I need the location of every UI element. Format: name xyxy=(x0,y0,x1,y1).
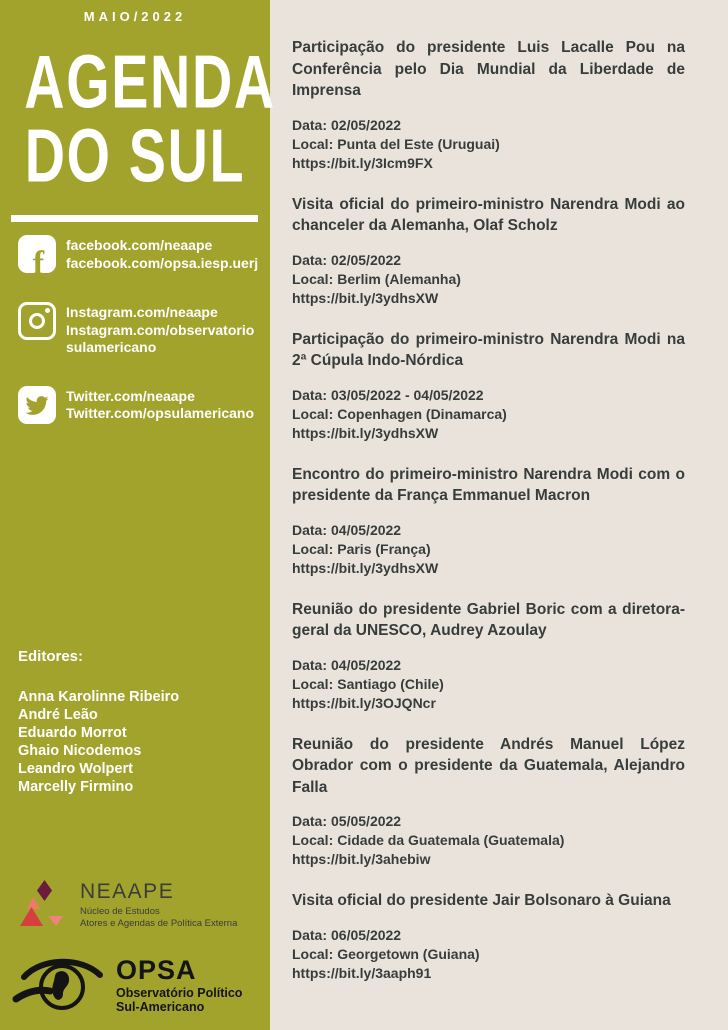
editors-section xyxy=(18,648,179,796)
editor-name: André Leão xyxy=(18,707,98,723)
instagram-handle-2[interactable]: Instagram.com/observatorio xyxy=(66,321,255,338)
event-title: Encontro do primeiro-ministro Narendra Modi com o presidente da França Emmanuel Macron xyxy=(292,465,685,504)
twitter-icon xyxy=(18,386,56,424)
event-title: Visita oficial do presidente Jair Bolsonaro à Guiana xyxy=(292,892,671,909)
editor-name: Ghaio Nicodemos xyxy=(18,743,142,759)
event-link[interactable]: https://bit.ly/3ydhsXW xyxy=(292,424,439,441)
neaape-logo-subtitle-1: Núcleo de Estudos xyxy=(80,906,160,917)
facebook-handle-2[interactable]: facebook.com/opsa.iesp.uerj xyxy=(66,254,259,271)
neaape-logo xyxy=(20,880,237,930)
opsa-logo-subtitle-2: Sul-Americano xyxy=(116,1000,205,1014)
event-date: Data: 06/05/2022 xyxy=(292,926,402,943)
editor-name: Anna Karolinne Ribeiro xyxy=(18,689,180,705)
newsletter-title-line2: DO SUL xyxy=(24,113,246,198)
sidebar xyxy=(0,0,276,1030)
social-row-twitter xyxy=(18,386,258,424)
event-title: Reunião do presidente Gabriel Boric com a diretora-geral da UNESCO, Audrey Azoulay xyxy=(292,600,685,639)
event-date: Data: 05/05/2022 xyxy=(292,813,402,829)
event-item xyxy=(292,464,685,578)
event-link[interactable]: https://bit.ly/3OJQNcr xyxy=(292,694,436,711)
newsletter-title xyxy=(24,40,276,198)
event-title: Reunião do presidente Andrés Manuel López Obrador com o presidente da Guatemala, Alejandro Falla xyxy=(292,735,685,796)
event-item xyxy=(292,37,685,173)
event-link[interactable]: https://bit.ly/3ydhsXW xyxy=(292,289,439,306)
event-location: Local: Paris (França) xyxy=(292,540,431,557)
instagram-handle-1[interactable]: Instagram.com/neaape xyxy=(66,304,218,320)
event-item xyxy=(292,329,685,443)
opsa-logo-name: OPSA xyxy=(116,954,197,985)
instagram-icon xyxy=(18,302,56,340)
social-row-instagram xyxy=(18,302,258,357)
twitter-handles xyxy=(66,386,254,423)
event-link[interactable]: https://bit.ly/3Icm9FX xyxy=(292,154,433,171)
instagram-handle-2-cont[interactable]: sulamericano xyxy=(66,339,157,355)
event-location: Local: Santiago (Chile) xyxy=(292,675,444,692)
event-date: Data: 02/05/2022 xyxy=(292,251,402,268)
event-location: Local: Cidade da Guatemala (Guatemala) xyxy=(292,832,565,848)
event-location: Local: Punta del Este (Uruguai) xyxy=(292,135,500,152)
event-link[interactable]: https://bit.ly/3aaph91 xyxy=(292,964,432,981)
opsa-logo-subtitle-1: Observatório Político xyxy=(116,985,243,1000)
newsletter-title-line1: AGENDA xyxy=(24,40,276,125)
neaape-logo-name: NEAAPE xyxy=(80,880,175,903)
event-title: Visita oficial do primeiro-ministro Narendra Modi ao chanceler da Alemanha, Olaf Scholz xyxy=(292,195,685,234)
editor-name: Leandro Wolpert xyxy=(18,761,133,777)
instagram-handles xyxy=(66,302,254,357)
issue-month: MAIO/2022 xyxy=(83,9,187,24)
event-date: Data: 04/05/2022 xyxy=(292,521,402,538)
event-date: Data: 03/05/2022 - 04/05/2022 xyxy=(292,386,484,403)
facebook-handles xyxy=(66,235,258,272)
facebook-icon: f xyxy=(18,235,56,273)
event-link[interactable]: https://bit.ly/3ydhsXW xyxy=(292,559,439,576)
twitter-handle-1[interactable]: Twitter.com/neaape xyxy=(66,387,195,404)
event-date: Data: 02/05/2022 xyxy=(292,116,402,133)
events-list xyxy=(270,0,728,1030)
event-item xyxy=(292,734,685,870)
editors-label: Editores: xyxy=(18,648,84,665)
event-item xyxy=(292,599,685,713)
facebook-handle-1[interactable]: facebook.com/neaape xyxy=(66,237,213,253)
twitter-handle-2[interactable]: Twitter.com/opsulamericano xyxy=(66,405,255,421)
event-item xyxy=(292,890,685,983)
social-row-facebook xyxy=(18,235,258,273)
event-item xyxy=(292,194,685,308)
title-divider xyxy=(11,215,258,222)
social-links xyxy=(18,235,258,424)
editor-name: Eduardo Morrot xyxy=(18,725,127,741)
event-link[interactable]: https://bit.ly/3ahebiw xyxy=(292,851,431,867)
event-location: Local: Georgetown (Guiana) xyxy=(292,945,480,962)
globe-icon xyxy=(12,953,112,1017)
event-location: Local: Berlim (Alemanha) xyxy=(292,270,461,287)
neaape-logo-subtitle-2: Atores e Agendas de Política Externa xyxy=(80,918,238,929)
event-date: Data: 04/05/2022 xyxy=(292,656,402,673)
event-title: Participação do presidente Luis Lacalle Pou na Conferência pelo Dia Mundial da Liberdade de Imprensa xyxy=(292,39,685,99)
editors-list xyxy=(18,688,179,796)
opsa-logo xyxy=(12,953,242,1017)
event-location: Local: Copenhagen (Dinamarca) xyxy=(292,405,507,422)
neaape-triangles-icon xyxy=(20,880,68,930)
editor-name: Marcelly Firmino xyxy=(18,779,134,795)
event-title: Participação do primeiro-ministro Narendra Modi na 2ª Cúpula Indo-Nórdica xyxy=(292,330,685,369)
